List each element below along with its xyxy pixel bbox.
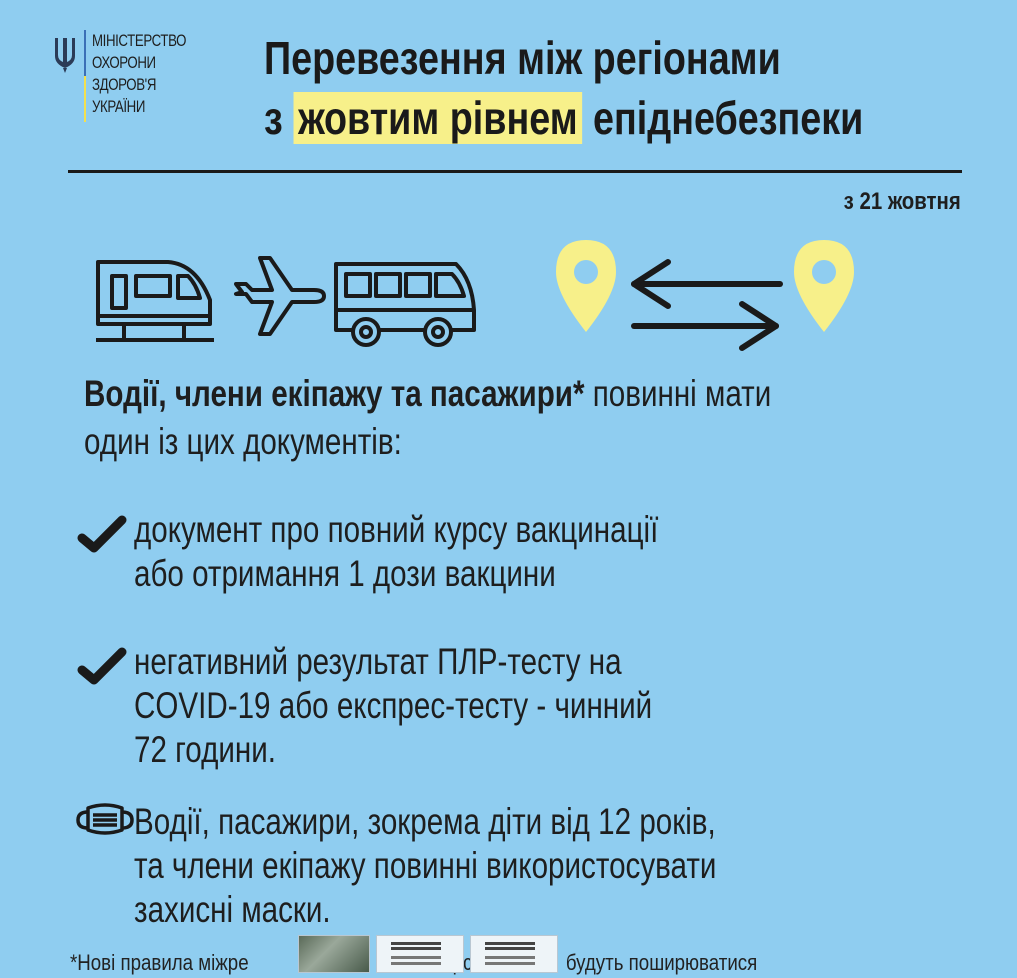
list-item-text <box>134 508 1014 596</box>
list-item <box>76 800 1017 932</box>
thumbnail-document[interactable] <box>470 935 558 973</box>
intro-paragraph <box>84 370 964 466</box>
list-item-text <box>134 640 1014 772</box>
airplane-icon <box>232 248 328 344</box>
location-pin-icon <box>554 238 618 334</box>
arrows-exchange-icon <box>622 258 790 354</box>
effective-date: з 21 жовтня <box>843 188 961 215</box>
ministry-name <box>92 30 209 122</box>
list-item-line: 72 години. <box>134 729 277 770</box>
page-title <box>264 28 863 148</box>
list-item <box>76 640 1017 772</box>
title-highlight: жовтим рівнем <box>293 92 582 144</box>
list-item-line: негативний результат ПЛР-тесту на <box>134 641 622 682</box>
list-item-line: документ про повний курсу вакцинації <box>134 509 659 550</box>
train-icon <box>92 250 216 350</box>
thumbnail-photo[interactable] <box>298 935 370 973</box>
list-item-text <box>134 800 1014 932</box>
ministry-name-line: ЗДОРОВ'Я <box>92 75 157 94</box>
bus-icon <box>332 250 478 350</box>
intro-bold: Водії, члени екіпажу та пасажири* <box>84 373 585 414</box>
ministry-name-line: УКРАЇНИ <box>92 97 146 116</box>
header-divider <box>68 170 962 173</box>
logo-divider <box>84 30 86 122</box>
list-item-line: COVID-19 або експрес-тесту - чинний <box>134 685 653 726</box>
checkmark-icon <box>76 508 134 558</box>
footnote-right: будуть поширюватися <box>565 950 758 975</box>
footnote-left: *Нові правила міжре <box>70 950 249 975</box>
list-item-line: або отримання 1 дози вакцини <box>134 553 556 594</box>
thumbnail-document[interactable] <box>376 935 464 973</box>
face-mask-icon <box>76 800 134 840</box>
list-item <box>76 508 1017 596</box>
intro-normal: повинні мати <box>584 373 772 414</box>
location-pin-icon <box>792 238 856 334</box>
thumbnail-strip[interactable] <box>298 935 558 973</box>
intro-line-1 <box>84 370 964 418</box>
list-item-line: та члени екіпажу повинні використосувати <box>134 845 717 886</box>
title-line-1: Перевезення між регіонами <box>264 32 781 84</box>
trident-icon <box>52 34 78 74</box>
title-prefix: з <box>264 92 283 144</box>
ministry-name-line: МІНІСТЕРСТВО <box>92 31 187 50</box>
intro-line-2: один із цих документів: <box>84 421 402 462</box>
title-line-2 <box>264 88 863 148</box>
list-item-line: Водії, пасажири, зокрема діти від 12 років, <box>134 801 716 842</box>
ministry-logo <box>52 30 242 122</box>
list-item-line: захисні маски. <box>134 889 331 930</box>
title-suffix: епіднебезпеки <box>593 92 864 144</box>
ministry-name-line: ОХОРОНИ <box>92 53 156 72</box>
checkmark-icon <box>76 640 134 690</box>
